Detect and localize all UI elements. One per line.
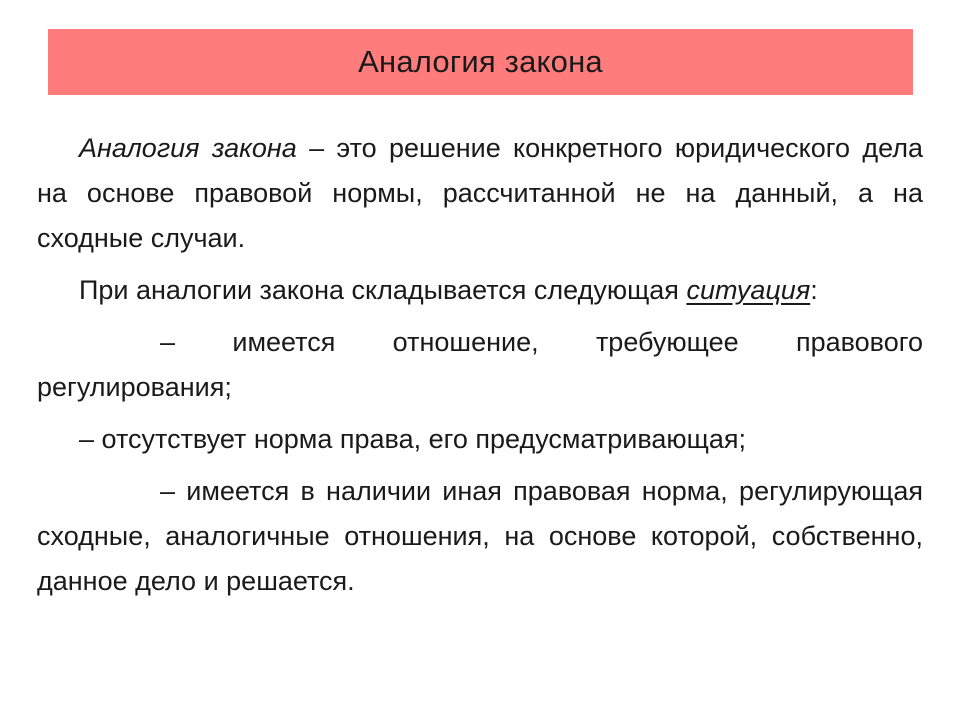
situation-intro-paragraph [37, 268, 923, 313]
defined-term: Аналогия закона [79, 133, 297, 163]
definition-paragraph [37, 126, 923, 261]
condition-item-1: – имеется отношение, требующее правового регулирования; [37, 327, 923, 402]
title-bar [48, 29, 913, 95]
condition-item-2: – отсутствует норма права, его предусматривающая; [79, 424, 747, 454]
situation-word: ситуация [686, 275, 811, 305]
definition-text: – это решение конкретного юридического дела на основе правовой нормы, рассчитанной не на данный, а на сходные случаи. [37, 133, 924, 253]
slide-body [37, 126, 923, 611]
condition-item-3: – имеется в наличии иная правовая норма, регулирующая сходные, аналогичные отношения, на основе которой, собственно, данное дело и решается. [37, 476, 923, 596]
situation-intro-text: При аналогии закона складывается следующая [79, 275, 687, 305]
situation-colon: : [810, 275, 818, 305]
slide-title: Аналогия закона [358, 44, 603, 79]
